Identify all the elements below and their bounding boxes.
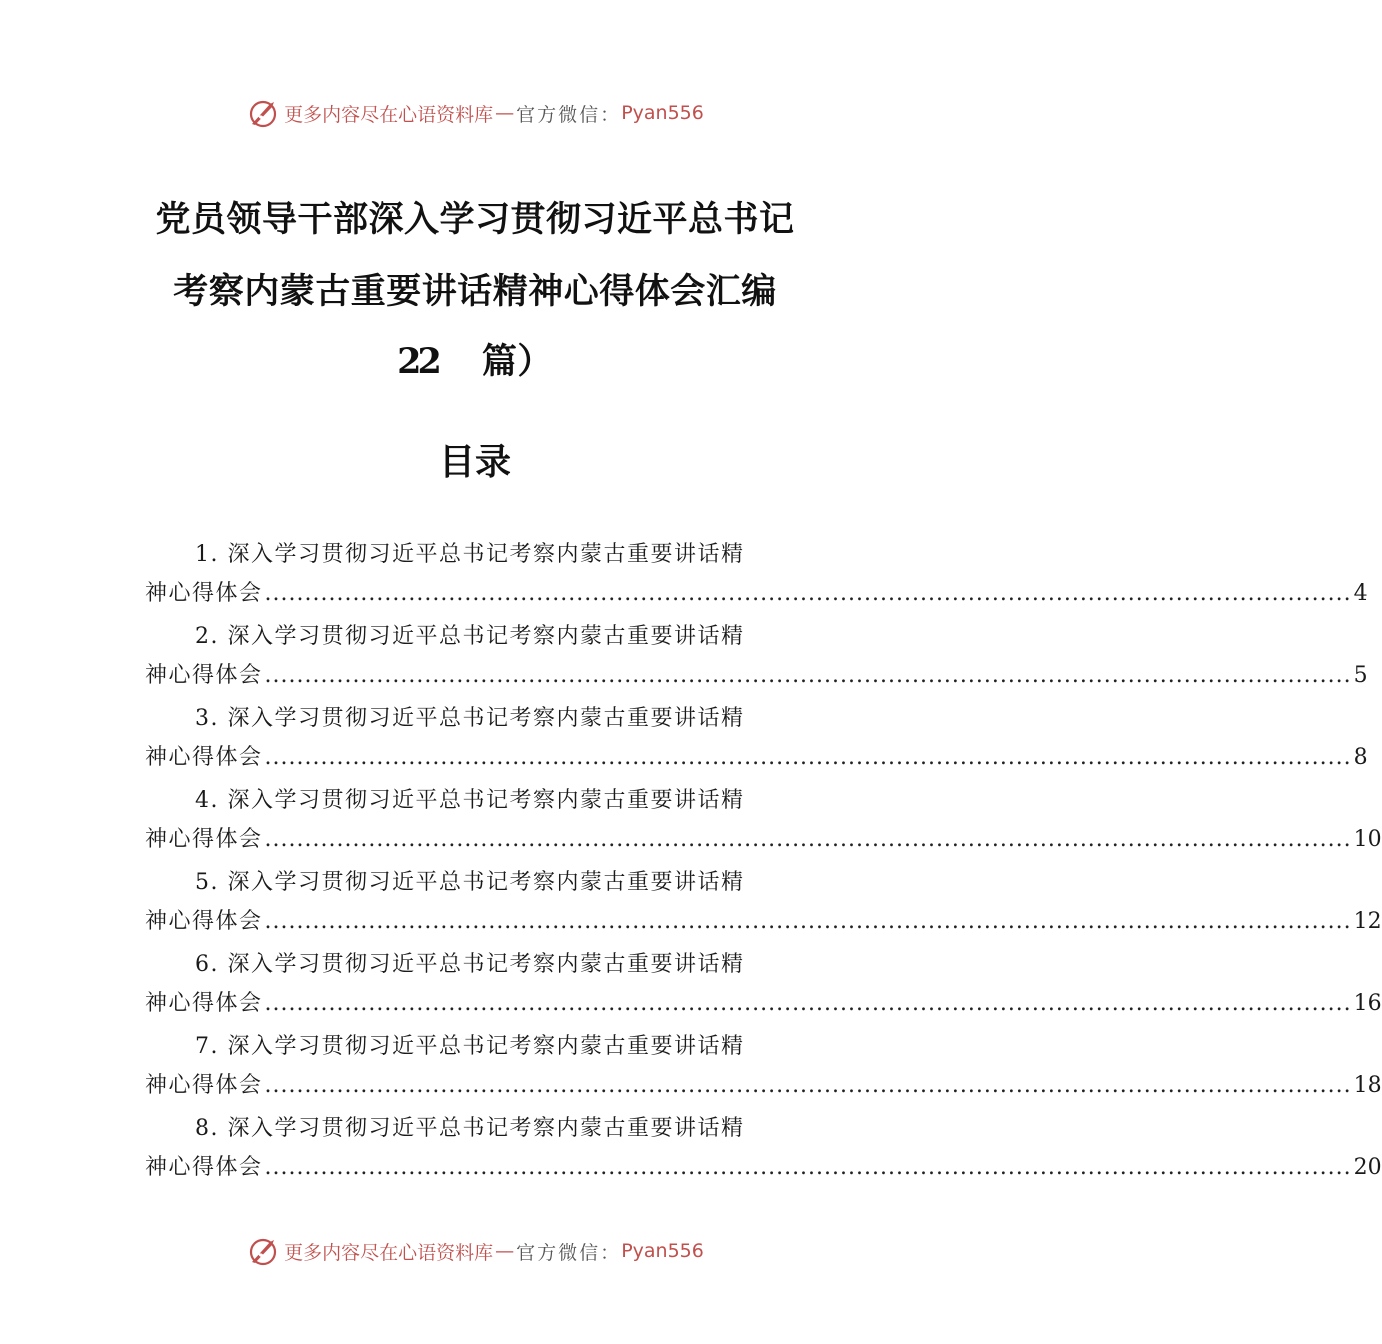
toc-list <box>145 535 1382 1191</box>
toc-entry-title: 5. 深入学习贯彻习近平总书记考察内蒙古重要讲话精 <box>195 870 745 895</box>
watermark-brand: 更多内容尽在心语资料库 <box>284 1241 494 1264</box>
toc-dot-leader: ........................................................................................................................................ <box>264 991 1352 1016</box>
toc-entry-title-continued: 神心得体会 <box>145 909 263 934</box>
watermark-wechat-id: Pyan556 <box>621 1240 704 1262</box>
title-line-2: 考察内蒙古重要讲话精神心得体会汇编 <box>173 271 777 312</box>
toc-entry-continuation <box>145 657 1368 699</box>
toc-entry-title: 7. 深入学习贯彻习近平总书记考察内蒙古重要讲话精 <box>195 1034 745 1059</box>
watermark-dash: — <box>495 102 515 124</box>
toc-dot-leader: ........................................................................................................................................ <box>264 909 1352 934</box>
toc-entry-continuation <box>145 903 1382 945</box>
title-count-suffix: 篇） <box>481 341 553 382</box>
toc-entry-title-continued: 神心得体会 <box>145 663 263 688</box>
toc-heading: 目录 <box>438 441 511 483</box>
toc-page-number: 18 <box>1353 1073 1382 1098</box>
toc-entry-title: 6. 深入学习贯彻习近平总书记考察内蒙古重要讲话精 <box>195 952 745 977</box>
watermark-official: 官方微信： <box>516 1241 622 1264</box>
footer-watermark <box>0 1234 950 1268</box>
toc-entry[interactable] <box>145 1109 1382 1191</box>
toc-page-number: 10 <box>1353 827 1382 852</box>
toc-page-number: 12 <box>1353 909 1382 934</box>
toc-dot-leader: ........................................................................................................................................ <box>264 581 1352 606</box>
toc-entry[interactable] <box>145 699 1368 781</box>
toc-page-number: 5 <box>1353 663 1368 688</box>
toc-entry-continuation <box>145 575 1368 617</box>
toc-entry[interactable] <box>145 617 1368 699</box>
toc-entry-title: 3. 深入学习贯彻习近平总书记考察内蒙古重要讲话精 <box>195 706 745 731</box>
toc-entry[interactable] <box>145 535 1368 617</box>
toc-entry-continuation <box>145 1067 1382 1109</box>
toc-dot-leader: ........................................................................................................................................ <box>264 827 1352 852</box>
toc-page-number: 4 <box>1353 581 1368 606</box>
pen-logo-icon <box>246 96 280 130</box>
title-count: 22 <box>397 341 438 382</box>
toc-entry[interactable] <box>145 781 1382 863</box>
toc-entry-title-continued: 神心得体会 <box>145 991 263 1016</box>
toc-entry[interactable] <box>145 863 1382 945</box>
toc-entry-title-continued: 神心得体会 <box>145 1073 263 1098</box>
toc-entry-title-continued: 神心得体会 <box>145 745 263 770</box>
toc-entry-title-continued: 神心得体会 <box>145 1155 263 1180</box>
toc-page-number: 16 <box>1353 991 1382 1016</box>
header-watermark <box>0 96 950 130</box>
toc-page-number: 8 <box>1353 745 1368 770</box>
title-line-3 <box>0 334 950 384</box>
toc-dot-leader: ........................................................................................................................................ <box>264 663 1352 688</box>
toc-entry-continuation <box>145 739 1368 781</box>
watermark-brand: 更多内容尽在心语资料库 <box>284 103 494 126</box>
watermark-wechat-id: Pyan556 <box>621 102 704 124</box>
toc-dot-leader: ........................................................................................................................................ <box>264 1073 1352 1098</box>
toc-dot-leader: ........................................................................................................................................ <box>264 1155 1352 1180</box>
toc-dot-leader: ........................................................................................................................................ <box>264 745 1352 770</box>
toc-entry-title-continued: 神心得体会 <box>145 827 263 852</box>
toc-entry[interactable] <box>145 1027 1382 1109</box>
toc-entry-title: 2. 深入学习贯彻习近平总书记考察内蒙古重要讲话精 <box>195 624 745 649</box>
toc-entry-continuation <box>145 821 1382 863</box>
toc-entry-title-continued: 神心得体会 <box>145 581 263 606</box>
toc-entry-continuation <box>145 985 1382 1027</box>
toc-page-number: 20 <box>1353 1155 1382 1180</box>
title-line-1: 党员领导干部深入学习贯彻习近平总书记 <box>155 199 795 240</box>
toc-entry[interactable] <box>145 945 1382 1027</box>
toc-entry-title: 1. 深入学习贯彻习近平总书记考察内蒙古重要讲话精 <box>195 542 745 567</box>
watermark-official: 官方微信： <box>516 103 622 126</box>
watermark-dash: — <box>495 1240 515 1262</box>
pen-logo-icon <box>246 1234 280 1268</box>
toc-entry-title: 4. 深入学习贯彻习近平总书记考察内蒙古重要讲话精 <box>195 788 745 813</box>
toc-entry-title: 8. 深入学习贯彻习近平总书记考察内蒙古重要讲话精 <box>195 1116 745 1141</box>
toc-entry-continuation <box>145 1149 1382 1191</box>
